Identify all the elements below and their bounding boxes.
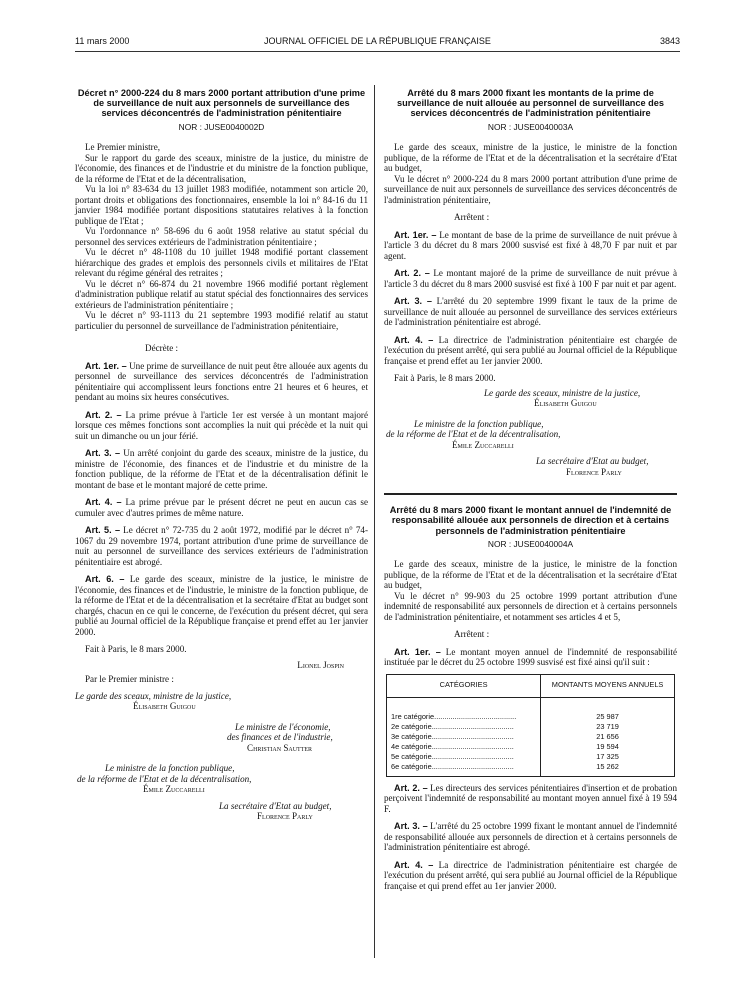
signature-pm: Lionel Jospin bbox=[297, 659, 344, 670]
article-label: Art. 2. – bbox=[394, 268, 430, 279]
article bbox=[75, 410, 368, 442]
article-text: La directrice de l'administration pénitentiaire est chargée de l'exécution du présent arrêté, qui sera publié au Journal officiel de la République française et qui prend effet au 1er janvier 2000. bbox=[384, 859, 677, 891]
table-cell-category: 5e catégorie........................................ bbox=[387, 752, 541, 762]
table-header: CATÉGORIES bbox=[387, 674, 541, 697]
table-cell-amount: 17 325 bbox=[541, 752, 675, 762]
table-cell-category: 2e catégorie........................................ bbox=[387, 722, 541, 732]
article bbox=[384, 821, 677, 853]
signature-name: Christian Sautter bbox=[247, 742, 313, 753]
table-cell-amount: 21 656 bbox=[541, 732, 675, 742]
article-label: Art. 2. – bbox=[394, 782, 428, 793]
arrete-para: Vu le décret n° 2000-224 du 8 mars 2000 portant attribution d'une prime de surveillance de nuit aux personnels de surveillance des services déconcentrés de l'administration pénitentiaire, bbox=[384, 173, 677, 205]
article-text: Les directeurs des services pénitentiaires d'insertion et de probation perçoivent l'indemnité de responsabilité au montant moyen annuel fixé à 19 594 F. bbox=[384, 782, 677, 814]
article bbox=[75, 497, 368, 518]
arretent-heading: Arrêtent : bbox=[454, 629, 490, 640]
table-row bbox=[387, 697, 675, 722]
article-label: Art. 2. – bbox=[85, 409, 122, 420]
article-label: Art. 3. – bbox=[394, 821, 428, 832]
arrete-para: Le garde des sceaux, ministre de la justice, le ministre de la fonction publique, de la réforme de l'Etat et de la décentralisation et la secrétaire d'Etat au budget, bbox=[384, 559, 677, 591]
table-row bbox=[387, 742, 675, 752]
arrete-para: Le garde des sceaux, ministre de la justice, le ministre de la fonction publique, de la réforme de l'Etat et de la décentralisation et la secrétaire d'Etat au budget, bbox=[384, 142, 677, 174]
arrete-para: Vu le décret n° 99-903 du 25 octobre 1999 portant attribution d'une indemnité de responsabilité aux personnels de direction et à certains personnels de l'administration pénitentiaire, et notamment ses articles 4 et 5, bbox=[384, 590, 677, 622]
article-label: Art. 1er. – bbox=[394, 229, 437, 240]
decree-title: Décret n° 2000-224 du 8 mars 2000 portant attribution d'une prime de surveillance de nuit aux personnels de surveillance des services déconcentrés de l'administration pénitentiaire bbox=[77, 88, 366, 119]
article bbox=[384, 230, 677, 262]
article-label: Art. 6. – bbox=[85, 574, 125, 585]
decree-para: Vu le décret n° 66-874 du 21 novembre 1966 modifié portant règlement d'administration publique relatif au statut spécial des fonctionnaires des services extérieurs de l'administration pénitentiaire ; bbox=[75, 278, 368, 310]
table-row bbox=[387, 752, 675, 762]
article-text: Le montant moyen annuel de l'indemnité de responsabilité instituée par le décret du 25 octobre 1999 susvisé est fixé ainsi qu'il suit : bbox=[384, 646, 677, 668]
table-cell-amount: 15 262 bbox=[541, 762, 675, 777]
article bbox=[384, 647, 677, 668]
table-cell-category: 3e catégorie........................................ bbox=[387, 732, 541, 742]
arrete-nor: NOR : JUSE0040003A bbox=[487, 121, 574, 132]
article bbox=[384, 335, 677, 367]
signature-name: Florence Parly bbox=[566, 466, 622, 477]
article-text: Une prime de surveillance de nuit peut être allouée aux agents du personnel de surveillance des services déconcentrés de l'administration pénitentiaire qui accomplissent leurs fonctions entre 21 heures et 6 heures, et pendant au moins six heures consécutives. bbox=[75, 360, 368, 403]
table-row bbox=[387, 762, 675, 777]
article-text: La directrice de l'administration pénitentiaire est chargée de l'exécution du présent arrêté, qui sera publié au Journal officiel de la République française et prend effet au 1er janvier 2000. bbox=[384, 334, 677, 366]
arrete-title: Arrêté du 8 mars 2000 fixant le montant annuel de l'indemnité de responsabilité allouée aux personnels de direction et à certains personnels de l'administration pénitentiaire bbox=[389, 505, 672, 536]
arrete-title: Arrêté du 8 mars 2000 fixant les montants de la prime de surveillance de nuit allouée au personnel de surveillance des services déconcentrés de l'administration pénitentiaire bbox=[396, 88, 665, 119]
signature-role: Le ministre de l'économie, bbox=[235, 721, 331, 732]
article-text: Le montant majoré de la prime de surveillance de nuit prévue à l'article 3 du décret du 8 mars 2000 susvisé est fixé à 100 F par nuit et par agent. bbox=[384, 268, 678, 289]
signature-name: Florence Parly bbox=[257, 811, 313, 822]
article-label: Art. 1er. – bbox=[394, 646, 441, 657]
decree-para: Vu la loi n° 83-634 du 13 juillet 1983 modifiée, notamment son article 20, portant droits et obligations des fonctionnaires, ensemble la loi n° 84-16 du 11 janvier 1984 modifiée portant dispositions statutaires relatives à la fonction publique de l'Etat ; bbox=[75, 184, 368, 226]
signature-role: Le garde des sceaux, ministre de la justice, bbox=[484, 387, 641, 398]
article-text: La prime prévue par le présent décret ne peut en aucun cas se cumuler avec d'autres primes de même nature. bbox=[75, 497, 368, 518]
table-cell-amount: 23 719 bbox=[541, 722, 675, 732]
table-cell-amount: 19 594 bbox=[541, 742, 675, 752]
signature-role: La secrétaire d'Etat au budget, bbox=[219, 800, 332, 811]
article-label: Art. 4. – bbox=[394, 334, 434, 345]
article-text: Le montant de base de la prime de surveillance de nuit prévue à l'article 3 du décret du 8 mars 2000 susvisé est fixé à 48,70 F par nuit et par agent. bbox=[384, 229, 677, 261]
signature-name: Émile Zuccarelli bbox=[143, 784, 205, 795]
par-line: Par le Premier ministre : bbox=[85, 674, 174, 685]
article bbox=[384, 860, 677, 892]
article-text: L'arrêté du 25 octobre 1999 fixant le montant annuel de l'indemnité de responsabilité allouée aux personnels de direction et à certains personnels de l'administration pénitentiaire est abrogé. bbox=[384, 821, 677, 853]
left-column bbox=[75, 88, 368, 822]
header-date: 11 mars 2000 bbox=[75, 36, 130, 46]
article-text: Un arrêté conjoint du garde des sceaux, ministre de la justice, du ministre de l'économie, des finances et de l'industrie et du ministre de la fonction publique, de la réforme de l'Etat et de la décentralisation définit le montant de base et le montant majoré de cette prime. bbox=[75, 448, 368, 490]
decree-para: Vu le décret n° 93-1113 du 21 septembre 1993 modifié relatif au statut particulier du personnel de surveillance de l'administration pénitentiaire, bbox=[75, 310, 368, 331]
article-label: Art. 1er. – bbox=[85, 360, 127, 371]
right-column bbox=[384, 88, 677, 891]
table-header: MONTANTS MOYENS ANNUELS bbox=[541, 674, 675, 697]
header-rule bbox=[75, 51, 680, 52]
header-journal-title: JOURNAL OFFICIEL DE LA RÉPUBLIQUE FRANÇAISE bbox=[264, 36, 491, 46]
signature-name: Élisabeth Guigou bbox=[534, 398, 597, 409]
table-cell-category: 4e catégorie........................................ bbox=[387, 742, 541, 752]
decree-para: Vu l'ordonnance n° 58-696 du 6 août 1958 relative au statut spécial du personnel des services extérieurs de l'administration pénitentiaire ; bbox=[75, 226, 368, 247]
article bbox=[384, 268, 677, 289]
table-cell-category: 6e catégorie........................................ bbox=[387, 762, 541, 777]
page-header bbox=[75, 36, 680, 50]
article bbox=[75, 448, 368, 490]
signature-role: de la réforme de l'Etat et de la décentralisation, bbox=[77, 773, 252, 784]
article-label: Art. 4. – bbox=[85, 497, 122, 508]
column-divider bbox=[374, 85, 375, 958]
signature-role: Le garde des sceaux, ministre de la justice, bbox=[75, 690, 232, 701]
arrete-nor: NOR : JUSE0040004A bbox=[487, 538, 574, 549]
signature-role: Le ministre de la fonction publique, bbox=[414, 418, 544, 429]
signature-role: Le ministre de la fonction publique, bbox=[105, 763, 235, 774]
table-cell-amount: 25 987 bbox=[541, 697, 675, 722]
amounts-table bbox=[386, 674, 675, 777]
signature-role: La secrétaire d'Etat au budget, bbox=[536, 456, 649, 467]
signature-role: des finances et de l'industrie, bbox=[227, 732, 333, 743]
signature-name: Élisabeth Guigou bbox=[133, 701, 196, 712]
article-label: Art. 3. – bbox=[85, 448, 121, 459]
signature-name: Émile Zuccarelli bbox=[452, 439, 514, 450]
article bbox=[384, 296, 677, 328]
article-text: Le garde des sceaux, ministre de la justice, le ministre de l'économie, des finances et de l'industrie, le ministre de la fonction publique, de la réforme de l'Etat et de la décentralisation et la secrétaire d'Etat au budget sont chargés, chacun en ce qui le concerne, de l'exécution du présent décret, qui sera publié au Journal officiel de la République française et prend effet au 1er janvier 2000. bbox=[75, 574, 368, 637]
article bbox=[75, 525, 368, 567]
signature-role: de la réforme de l'Etat et de la décentralisation, bbox=[386, 429, 561, 440]
arretent-heading: Arrêtent : bbox=[454, 212, 490, 223]
article bbox=[75, 574, 368, 637]
section-rule bbox=[384, 493, 677, 495]
article-label: Art. 3. – bbox=[394, 296, 432, 307]
article-text: Le décret n° 72-735 du 2 août 1972, modifié par le décret n° 74-1067 du 29 novembre 1974, portant attribution d'une prime de surveillance de nuit au personnel de surveillance des services extérieurs de l'administration pénitentiaire est abrogé. bbox=[75, 525, 368, 567]
table-row bbox=[387, 732, 675, 742]
article bbox=[384, 783, 677, 815]
decree-para: Vu le décret n° 48-1108 du 10 juillet 1948 modifié portant classement hiérarchique des grades et emplois des personnels civils et militaires de l'Etat relevant du régime général des retraites ; bbox=[75, 247, 368, 279]
decrete-heading: Décrète : bbox=[145, 343, 179, 354]
decree-para: Sur le rapport du garde des sceaux, ministre de la justice, du ministre de l'économie, des finances et de l'industrie et du ministre de la fonction publique, de la réforme de l'Etat et de la décentralisation, bbox=[75, 152, 368, 184]
decree-para: Le Premier ministre, bbox=[85, 142, 161, 153]
decree-nor: NOR : JUSE0040002D bbox=[178, 121, 265, 132]
article-text: L'arrêté du 20 septembre 1999 fixant le taux de la prime de surveillance de nuit allouée au personnel de surveillance des services extérieurs de l'administration pénitentiaire est abrogé. bbox=[384, 296, 677, 328]
article-label: Art. 5. – bbox=[85, 525, 121, 536]
article-label: Art. 4. – bbox=[394, 859, 434, 870]
fait-line: Fait à Paris, le 8 mars 2000. bbox=[394, 373, 496, 384]
article-text: La prime prévue à l'article 1er est versée à un montant majoré lorsque ces mêmes fonctions sont accomplies la nuit qui précède et la nuit qui suit un dimanche ou un jour férié. bbox=[75, 409, 368, 441]
fait-line: Fait à Paris, le 8 mars 2000. bbox=[85, 644, 187, 655]
header-page-number: 3843 bbox=[659, 36, 680, 46]
table-cell-category: 1re catégorie........................................ bbox=[387, 697, 541, 722]
table-row bbox=[387, 722, 675, 732]
article bbox=[75, 361, 368, 403]
